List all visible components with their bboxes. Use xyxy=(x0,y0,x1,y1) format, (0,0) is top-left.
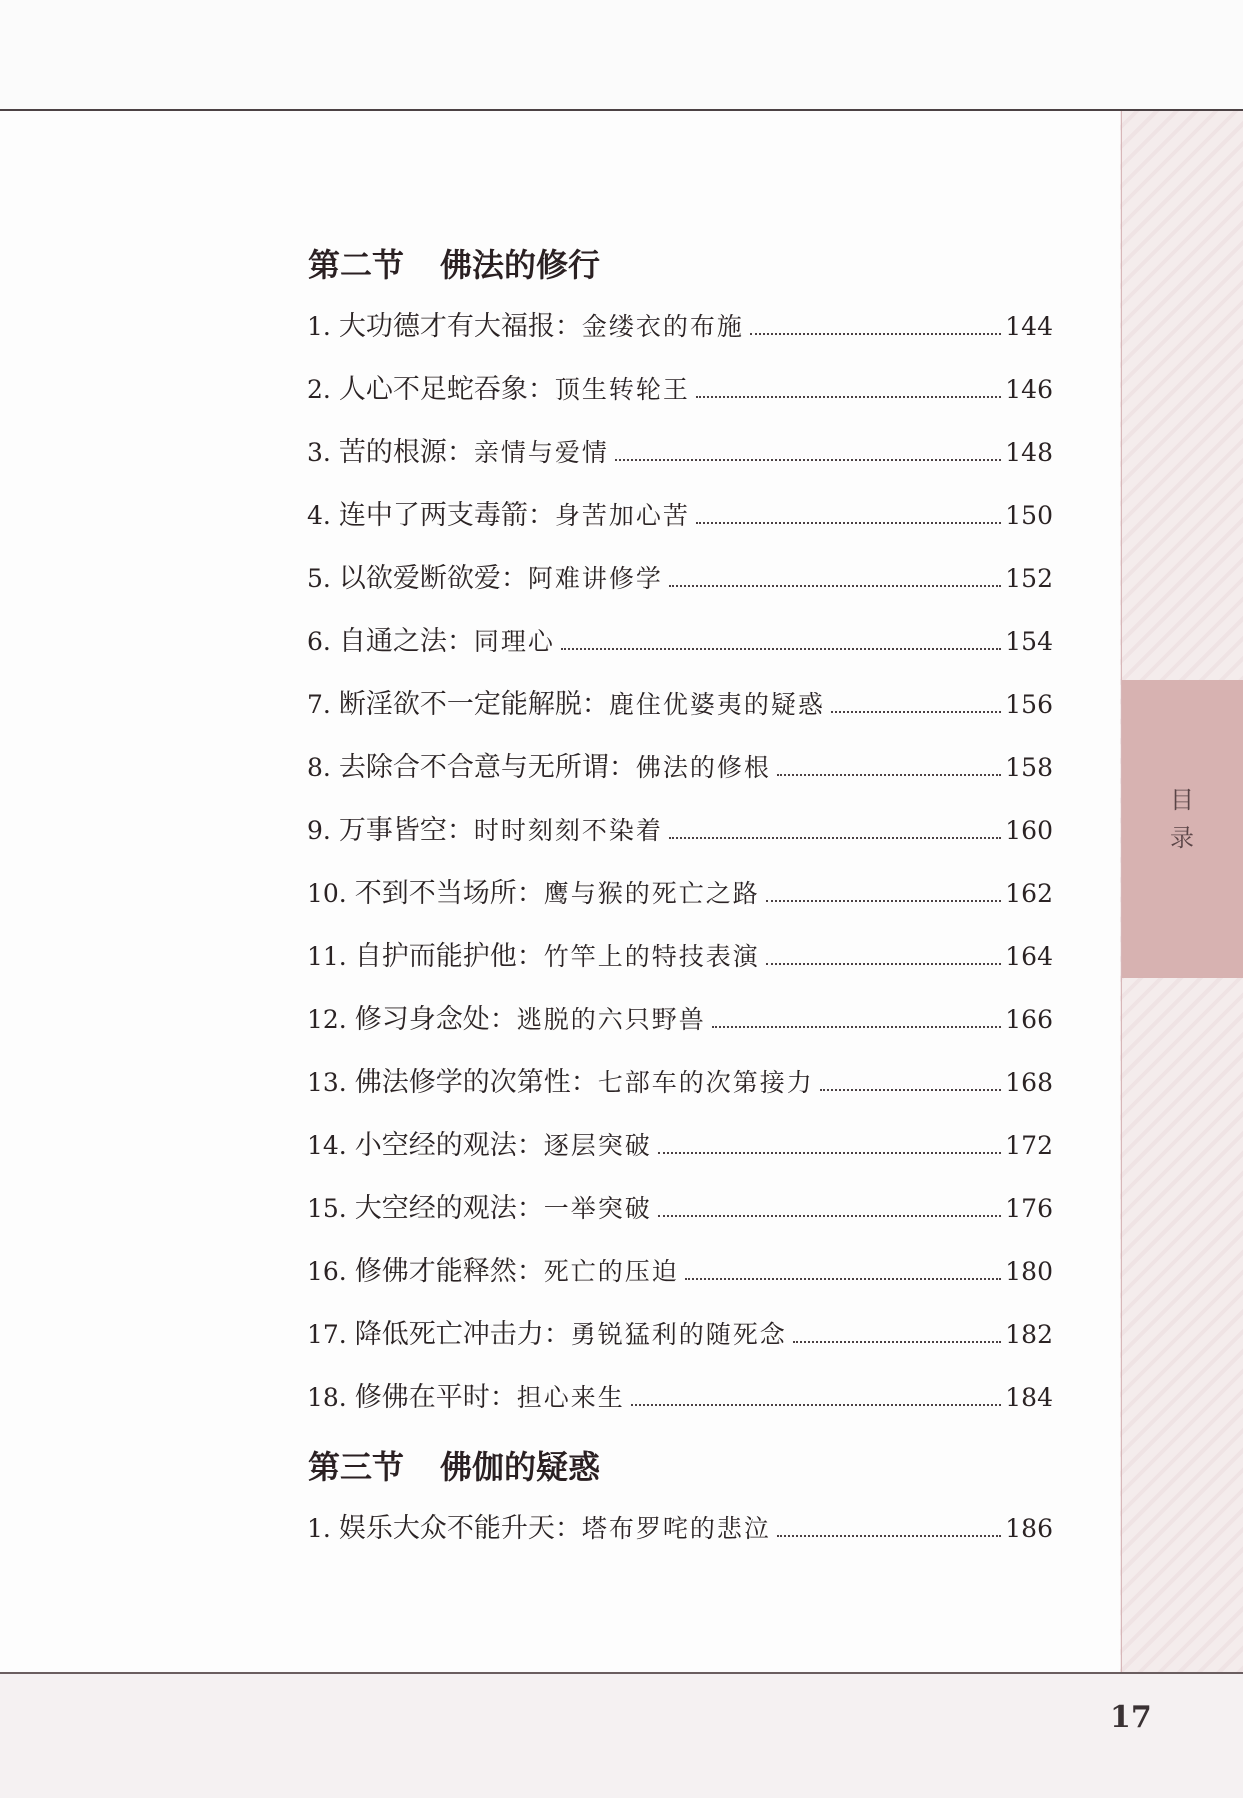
toc-entry[interactable] xyxy=(307,745,1053,785)
entry-title: 苦的根源： xyxy=(338,437,474,468)
entry-title: 万事皆空： xyxy=(338,815,474,846)
entry-page: 156 xyxy=(1005,690,1053,719)
entry-title: 断淫欲不一定能解脱： xyxy=(338,689,609,720)
toc-entry[interactable] xyxy=(307,1123,1053,1163)
entry-number: 3. xyxy=(307,438,331,467)
entry-subtitle: 身苦加心苦 xyxy=(554,501,690,530)
entry-title: 以欲爱断欲爱： xyxy=(338,563,528,594)
side-tab-char: 目 xyxy=(1170,786,1194,814)
entry-page: 158 xyxy=(1005,753,1053,782)
entry-title: 自通之法： xyxy=(338,626,474,657)
entry-page: 150 xyxy=(1005,501,1053,530)
entry-subtitle: 亲情与爱情 xyxy=(473,438,609,467)
leader-dots xyxy=(658,1215,1002,1217)
section-number: 第二节 xyxy=(308,246,405,284)
toc-entry[interactable] xyxy=(307,1186,1053,1226)
entry-page: 172 xyxy=(1005,1131,1053,1160)
toc-entry[interactable] xyxy=(307,304,1053,344)
page-top-margin xyxy=(0,0,1243,110)
entry-subtitle: 阿难讲修学 xyxy=(527,564,663,593)
section-heading xyxy=(308,240,600,286)
toc-entry[interactable] xyxy=(307,556,1053,596)
entry-subtitle: 逐层突破 xyxy=(543,1131,652,1160)
entry-page: 144 xyxy=(1005,312,1053,341)
entry-number: 16. xyxy=(307,1257,347,1286)
toc-entry[interactable] xyxy=(307,1060,1053,1100)
entry-page: 180 xyxy=(1005,1257,1053,1286)
toc-entry[interactable] xyxy=(307,682,1053,722)
entry-number: 4. xyxy=(307,501,331,530)
leader-dots xyxy=(766,900,1002,902)
toc-entry[interactable] xyxy=(307,871,1053,911)
entry-title: 佛法修学的次第性： xyxy=(354,1067,598,1098)
entry-title: 修佛才能释然： xyxy=(354,1256,544,1287)
toc-entry[interactable] xyxy=(307,493,1053,533)
entry-number: 2. xyxy=(307,375,331,404)
entry-title: 娱乐大众不能升天： xyxy=(338,1513,582,1544)
toc-entry[interactable] xyxy=(307,1312,1053,1352)
toc-entry[interactable] xyxy=(307,808,1053,848)
entry-subtitle: 逃脱的六只野兽 xyxy=(516,1005,706,1034)
leader-dots xyxy=(712,1026,1002,1028)
entry-page: 182 xyxy=(1005,1320,1053,1349)
leader-dots xyxy=(615,459,1001,461)
leader-dots xyxy=(696,396,1001,398)
leader-dots xyxy=(777,1535,1001,1537)
side-tab-char: 录 xyxy=(1170,824,1194,852)
section-number: 第三节 xyxy=(308,1448,405,1486)
entry-page: 160 xyxy=(1005,816,1053,845)
toc-entry[interactable] xyxy=(307,1506,1053,1546)
leader-dots xyxy=(685,1278,1002,1280)
toc-entry[interactable] xyxy=(307,1375,1053,1415)
leader-dots xyxy=(766,963,1002,965)
entry-number: 5. xyxy=(307,564,331,593)
entry-title: 人心不足蛇吞象： xyxy=(338,374,555,405)
entry-number: 1. xyxy=(307,1514,331,1543)
entry-number: 1. xyxy=(307,312,331,341)
leader-dots xyxy=(669,837,1001,839)
header-rule xyxy=(0,109,1243,111)
entry-page: 148 xyxy=(1005,438,1053,467)
entry-number: 18. xyxy=(307,1383,347,1412)
entry-subtitle: 顶生转轮王 xyxy=(554,375,690,404)
entry-page: 186 xyxy=(1005,1514,1053,1543)
entry-title: 修习身念处： xyxy=(354,1004,517,1035)
entry-number: 15. xyxy=(307,1194,347,1223)
entry-page: 146 xyxy=(1005,375,1053,404)
entry-number: 8. xyxy=(307,753,331,782)
entry-title: 降低死亡冲击力： xyxy=(354,1319,571,1350)
footer-rule xyxy=(0,1672,1243,1674)
entry-title: 大功德才有大福报： xyxy=(338,311,582,342)
entry-number: 14. xyxy=(307,1131,347,1160)
entry-page: 154 xyxy=(1005,627,1053,656)
entry-number: 10. xyxy=(307,879,347,908)
entry-number: 9. xyxy=(307,816,331,845)
entry-subtitle: 死亡的压迫 xyxy=(543,1257,679,1286)
entry-subtitle: 金缕衣的布施 xyxy=(581,312,744,341)
page-bottom-margin xyxy=(0,1672,1243,1798)
leader-dots xyxy=(820,1089,1002,1091)
toc-entry[interactable] xyxy=(307,997,1053,1037)
leader-dots xyxy=(777,774,1001,776)
section-title: 佛法的修行 xyxy=(440,246,601,284)
leader-dots xyxy=(669,585,1001,587)
leader-dots xyxy=(631,1404,1002,1406)
entry-title: 修佛在平时： xyxy=(354,1382,517,1413)
entry-page: 184 xyxy=(1005,1383,1053,1412)
entry-number: 13. xyxy=(307,1068,347,1097)
entry-title: 小空经的观法： xyxy=(354,1130,544,1161)
entry-subtitle: 同理心 xyxy=(473,627,555,656)
entry-page: 164 xyxy=(1005,942,1053,971)
toc-entry[interactable] xyxy=(307,367,1053,407)
entry-number: 11. xyxy=(307,942,347,971)
entry-subtitle: 一举突破 xyxy=(543,1194,652,1223)
entry-number: 6. xyxy=(307,627,331,656)
entry-page: 152 xyxy=(1005,564,1053,593)
entry-subtitle: 竹竿上的特技表演 xyxy=(543,942,760,971)
leader-dots xyxy=(696,522,1001,524)
entry-page: 166 xyxy=(1005,1005,1053,1034)
toc-entry[interactable] xyxy=(307,430,1053,470)
entry-title: 大空经的观法： xyxy=(354,1193,544,1224)
entry-subtitle: 勇锐猛利的随死念 xyxy=(570,1320,787,1349)
entry-subtitle: 七部车的次第接力 xyxy=(597,1068,814,1097)
entry-title: 自护而能护他： xyxy=(354,941,544,972)
leader-dots xyxy=(793,1341,1002,1343)
entry-subtitle: 担心来生 xyxy=(516,1383,625,1412)
entry-title: 连中了两支毒箭： xyxy=(338,500,555,531)
entry-subtitle: 塔布罗咤的悲泣 xyxy=(581,1514,771,1543)
entry-subtitle: 时时刻刻不染着 xyxy=(473,816,663,845)
leader-dots xyxy=(658,1152,1002,1154)
entry-page: 176 xyxy=(1005,1194,1053,1223)
toc-entry[interactable] xyxy=(307,619,1053,659)
leader-dots xyxy=(750,333,1001,335)
toc-entry[interactable] xyxy=(307,934,1053,974)
entry-page: 162 xyxy=(1005,879,1053,908)
entry-subtitle: 佛法的修根 xyxy=(635,753,771,782)
entry-title: 不到不当场所： xyxy=(354,878,544,909)
entry-subtitle: 鹿住优婆夷的疑惑 xyxy=(608,690,825,719)
section-title: 佛伽的疑惑 xyxy=(440,1448,601,1486)
entry-title: 去除合不合意与无所谓： xyxy=(338,752,636,783)
entry-subtitle: 鹰与猴的死亡之路 xyxy=(543,879,760,908)
entry-number: 7. xyxy=(307,690,331,719)
toc-entry[interactable] xyxy=(307,1249,1053,1289)
section-heading xyxy=(308,1442,600,1488)
entry-number: 17. xyxy=(307,1320,347,1349)
entry-number: 12. xyxy=(307,1005,347,1034)
entry-page: 168 xyxy=(1005,1068,1053,1097)
leader-dots xyxy=(561,648,1001,650)
page-number: 17 xyxy=(1110,1700,1152,1735)
leader-dots xyxy=(831,711,1001,713)
